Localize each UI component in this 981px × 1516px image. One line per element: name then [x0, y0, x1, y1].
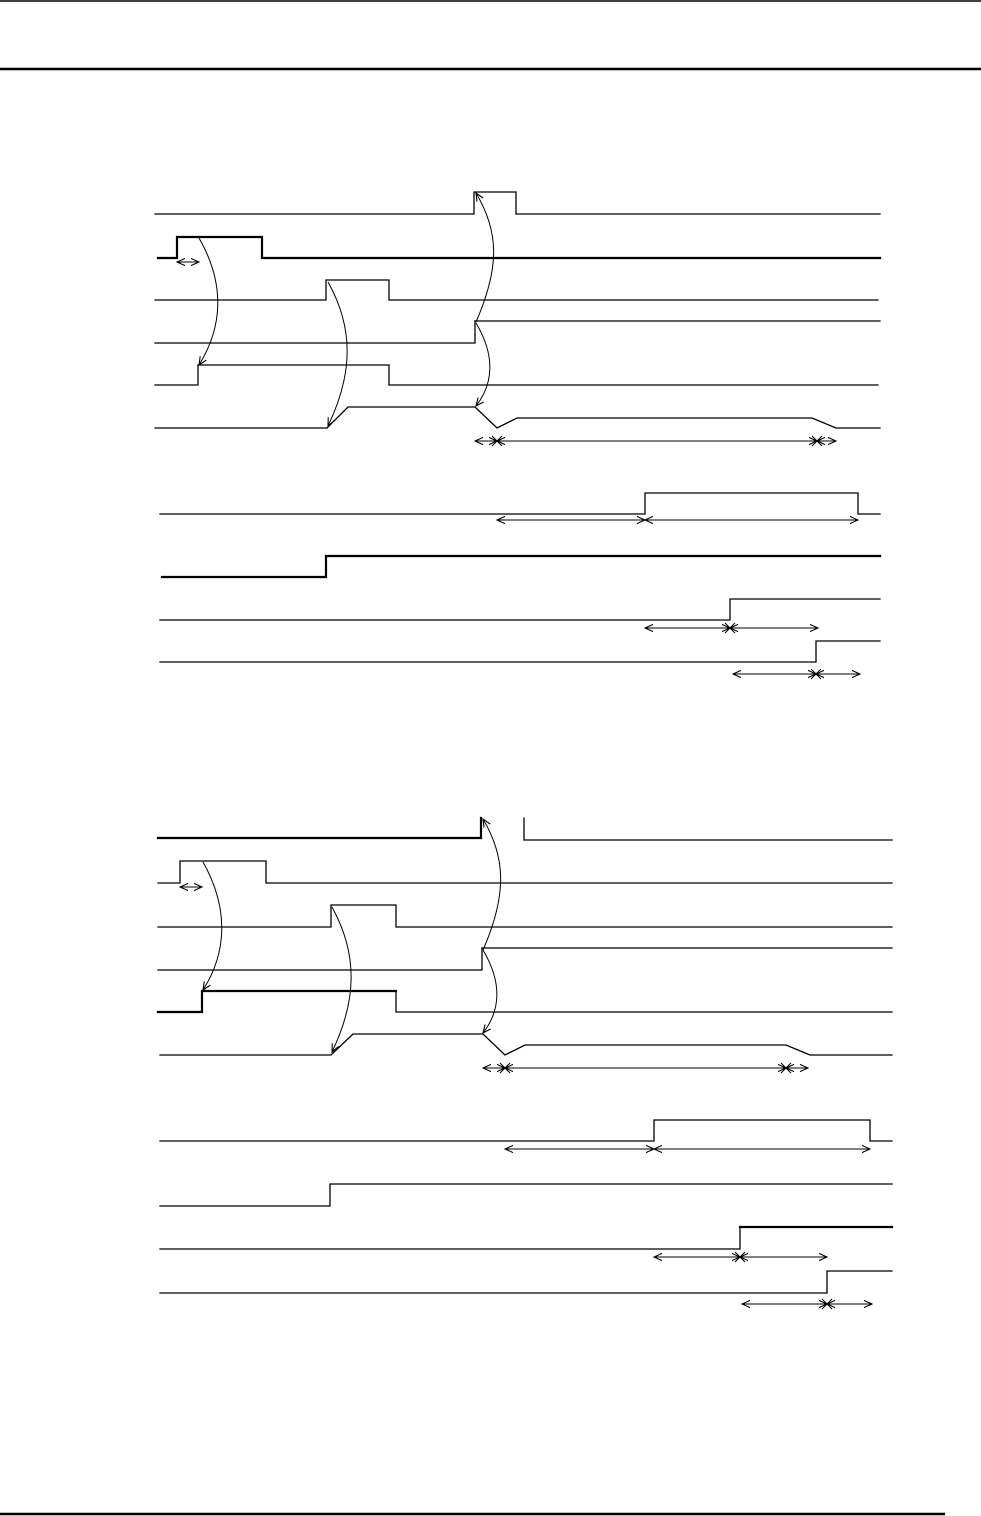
signal-wave — [158, 991, 396, 1012]
signal-wave — [160, 1120, 892, 1141]
signal-wave — [160, 1227, 740, 1249]
timing-diagram-lower — [158, 818, 892, 1304]
causality-arrow — [328, 282, 347, 426]
signal-wave — [160, 1271, 892, 1293]
causality-arrow — [476, 323, 490, 406]
causality-arrow — [483, 819, 501, 950]
signal-wave — [396, 991, 892, 1012]
signal-wave — [155, 407, 880, 428]
signal-wave — [158, 948, 482, 970]
signal-wave — [155, 365, 878, 385]
signal-wave — [155, 192, 880, 214]
causality-arrow — [483, 950, 497, 1033]
causality-arrow — [332, 907, 351, 1052]
signal-wave — [524, 818, 892, 840]
signal-wave — [160, 1184, 892, 1206]
signal-wave — [162, 556, 880, 577]
signal-wave — [155, 321, 475, 343]
timing-diagram-upper — [155, 192, 880, 674]
signal-wave — [160, 641, 880, 662]
signal-wave — [155, 280, 878, 300]
signal-wave — [158, 237, 880, 258]
causality-arrow — [203, 862, 222, 990]
signal-wave — [160, 493, 880, 514]
signal-wave — [158, 861, 892, 883]
signal-wave — [160, 599, 880, 620]
signal-wave — [158, 905, 892, 927]
causality-arrow — [199, 238, 218, 365]
signal-wave — [160, 1034, 892, 1055]
signal-wave — [158, 818, 481, 838]
